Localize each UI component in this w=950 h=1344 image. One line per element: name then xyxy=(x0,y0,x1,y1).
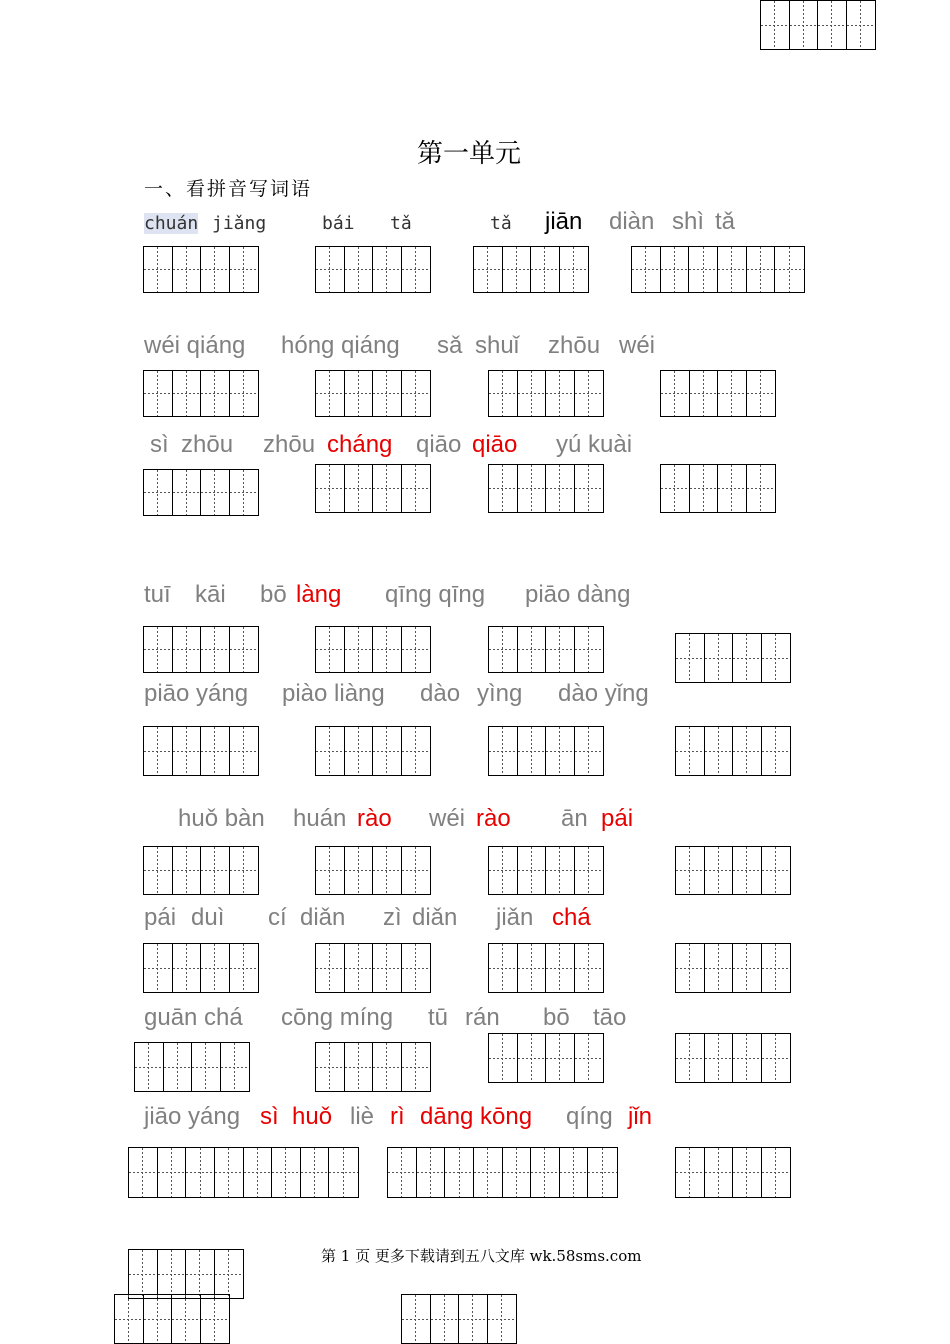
pinyin: jiǎng xyxy=(212,213,267,234)
pinyin: cōng míng xyxy=(281,1004,394,1031)
writing-grid[interactable] xyxy=(660,464,776,513)
writing-grid[interactable] xyxy=(143,370,259,417)
writing-grid[interactable] xyxy=(315,1042,431,1092)
pinyin: jiāo yáng xyxy=(144,1103,241,1130)
pinyin: liè xyxy=(350,1103,375,1130)
pinyin: jǐn xyxy=(628,1103,653,1130)
pinyin: qīng qīng xyxy=(385,581,486,608)
page-title: 第一单元 xyxy=(417,139,522,169)
writing-grid[interactable] xyxy=(488,464,604,513)
writing-grid xyxy=(760,0,876,50)
pinyin: diàn xyxy=(609,208,655,235)
pinyin: tū xyxy=(428,1004,449,1031)
writing-grid[interactable] xyxy=(315,246,431,293)
pinyin: pái xyxy=(144,904,177,931)
writing-grid[interactable] xyxy=(488,370,604,417)
pinyin: yú kuài xyxy=(556,431,633,458)
writing-grid[interactable] xyxy=(143,246,259,293)
pinyin: tǎ xyxy=(390,213,412,234)
pinyin: bō xyxy=(260,581,287,608)
pinyin: qíng xyxy=(566,1103,613,1130)
writing-grid[interactable] xyxy=(675,846,791,895)
pinyin: jiān xyxy=(545,208,583,235)
pinyin: wéi qiáng xyxy=(144,332,246,359)
pinyin: zhōu xyxy=(263,431,316,458)
pinyin: wéi xyxy=(429,805,466,832)
pinyin: tuī xyxy=(144,581,171,608)
pinyin: zì xyxy=(383,904,402,931)
writing-grid[interactable] xyxy=(315,464,431,513)
pinyin: huǒ bàn xyxy=(178,805,265,832)
writing-grid[interactable] xyxy=(387,1147,618,1198)
writing-grid[interactable] xyxy=(488,726,604,776)
pinyin: bái xyxy=(322,213,355,234)
pinyin: tǎ xyxy=(715,208,736,235)
writing-grid[interactable] xyxy=(134,1042,250,1092)
writing-grid[interactable] xyxy=(660,370,776,417)
writing-grid[interactable] xyxy=(315,943,431,993)
pinyin: dào yǐng xyxy=(558,680,649,707)
writing-grid[interactable] xyxy=(143,626,259,673)
pinyin: diǎn xyxy=(412,904,458,931)
writing-grid[interactable] xyxy=(143,726,259,776)
writing-grid[interactable] xyxy=(143,943,259,993)
pinyin: diǎn xyxy=(300,904,346,931)
writing-grid[interactable] xyxy=(143,846,259,895)
pinyin: guān chá xyxy=(144,1004,243,1031)
writing-grid[interactable] xyxy=(114,1294,230,1344)
pinyin: cháng xyxy=(327,431,393,458)
pinyin: rì xyxy=(390,1103,405,1130)
pinyin: chá xyxy=(552,904,591,931)
pinyin: rào xyxy=(357,805,392,832)
section-heading: 一、看拼音写词语 xyxy=(144,178,313,200)
pinyin: zhōu xyxy=(181,431,234,458)
writing-grid[interactable] xyxy=(488,1033,604,1083)
writing-grid[interactable] xyxy=(675,633,791,683)
writing-grid[interactable] xyxy=(488,943,604,993)
pinyin: rào xyxy=(476,805,511,832)
writing-grid[interactable] xyxy=(488,846,604,895)
pinyin: jiǎn xyxy=(496,904,534,931)
pinyin: rán xyxy=(465,1004,500,1031)
writing-grid[interactable] xyxy=(675,943,791,993)
writing-grid[interactable] xyxy=(675,1033,791,1083)
pinyin: ān xyxy=(561,805,588,832)
writing-grid[interactable] xyxy=(315,626,431,673)
writing-grid[interactable] xyxy=(488,626,604,673)
pinyin: wéi xyxy=(619,332,656,359)
writing-grid[interactable] xyxy=(315,370,431,417)
writing-grid[interactable] xyxy=(315,846,431,895)
pinyin: chuán xyxy=(144,213,199,234)
pinyin: piāo dàng xyxy=(525,581,631,608)
pinyin: cí xyxy=(268,904,287,931)
pinyin: dāng kōng xyxy=(420,1103,533,1130)
writing-grid[interactable] xyxy=(675,726,791,776)
page-footer: 第 1 页 更多下载请到五八文库 wk.58sms.com xyxy=(321,1247,642,1265)
pinyin: piāo yáng xyxy=(144,680,249,707)
pinyin: sì xyxy=(260,1103,279,1130)
pinyin: shì xyxy=(672,208,705,235)
pinyin: bō xyxy=(543,1004,570,1031)
pinyin: duì xyxy=(191,904,225,931)
pinyin: tǎ xyxy=(490,213,512,234)
writing-grid[interactable] xyxy=(675,1147,791,1198)
pinyin: làng xyxy=(296,581,342,608)
writing-grid[interactable] xyxy=(473,246,589,293)
pinyin: dào xyxy=(420,680,461,707)
writing-grid[interactable] xyxy=(631,246,805,293)
writing-grid[interactable] xyxy=(143,469,259,516)
pinyin: sǎ xyxy=(437,332,463,359)
pinyin: huǒ xyxy=(292,1103,333,1130)
pinyin: pái xyxy=(601,805,634,832)
writing-grid[interactable] xyxy=(401,1294,517,1344)
pinyin: zhōu xyxy=(548,332,601,359)
pinyin: sì xyxy=(150,431,169,458)
writing-grid[interactable] xyxy=(315,726,431,776)
pinyin: tāo xyxy=(593,1004,627,1031)
pinyin: hóng qiáng xyxy=(281,332,400,359)
pinyin: kāi xyxy=(195,581,226,608)
writing-grid[interactable] xyxy=(128,1249,244,1299)
pinyin: piào liàng xyxy=(282,680,385,707)
pinyin: yìng xyxy=(477,680,523,707)
pinyin: qiāo xyxy=(416,431,462,458)
pinyin: huán xyxy=(293,805,347,832)
pinyin: shuǐ xyxy=(475,332,520,359)
writing-grid[interactable] xyxy=(128,1147,359,1198)
pinyin: qiāo xyxy=(472,431,518,458)
